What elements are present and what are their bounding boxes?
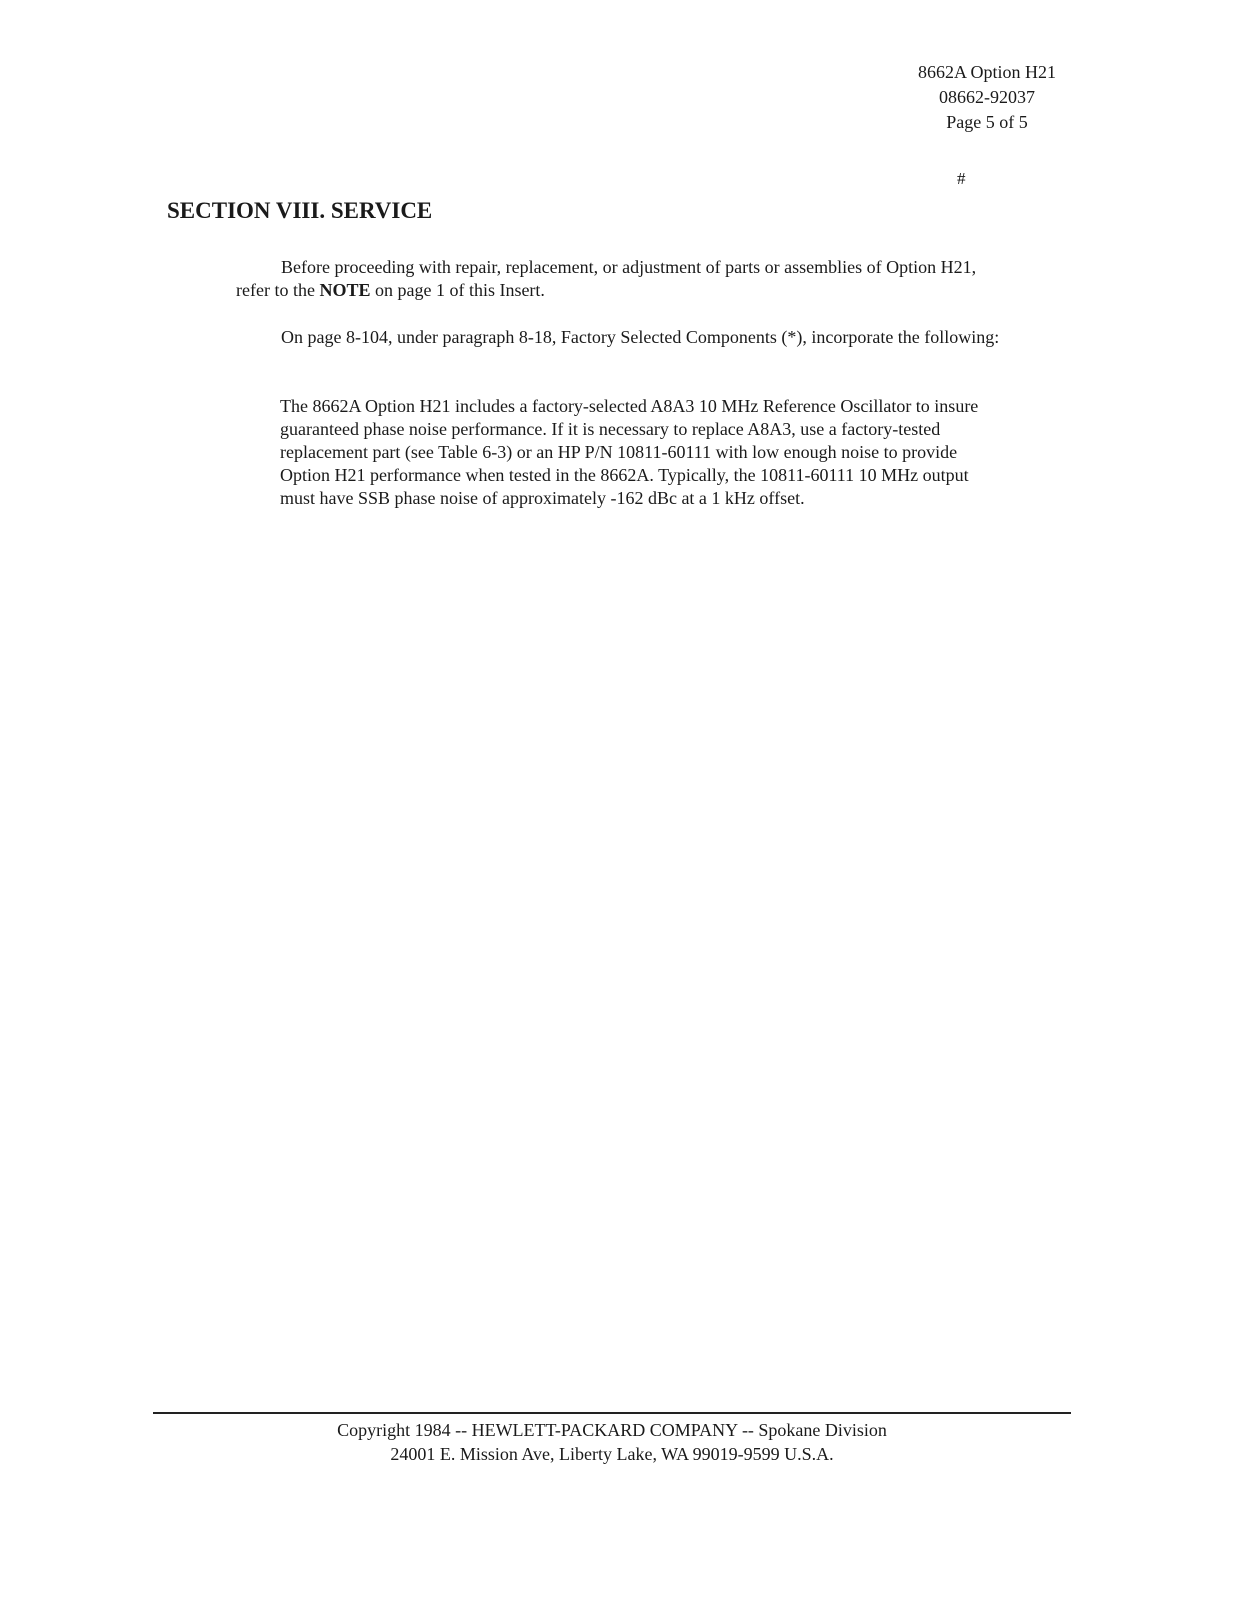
page-number: Page 5 of 5 [946,112,1028,132]
hash-mark: # [957,169,966,188]
footer-address: 24001 E. Mission Ave, Liberty Lake, WA 99019-9599 U.S.A. [390,1444,834,1464]
model-label: 8662A Option H21 [917,62,1056,82]
footer-divider [153,1412,1071,1414]
paragraph-1-text-before: Before proceeding with repair, replacement, or adjustment of parts or assemblies of Option H21, refer to the [236,257,977,300]
paragraph-oscillator-details: The 8662A Option H21 includes a factory-selected A8A3 10 MHz Reference Oscillator to insure guaranteed phase noise performance. If it is necessary to replace A8A3, use a factory-tested replacement part (see Table 6-3) or an HP P/N 10811-60111 with low enough noise to provide Option H21 performance when tested in the 8662A. Typically, the 10811-60111 10 MHz output must have SSB phase noise of approximately -162 dBc at a 1 kHz offset. [280,396,979,508]
paragraph-note-reference [236,256,1006,302]
document-header [902,60,1072,135]
footer [153,1418,1071,1466]
footer-copyright: Copyright 1984 -- HEWLETT-PACKARD COMPANY -- Spokane Division [337,1420,887,1440]
section-title: SECTION VIII. SERVICE [167,198,433,223]
part-number: 08662-92037 [939,87,1035,107]
note-emphasis: NOTE [319,280,371,300]
paragraph-page-reference: On page 8-104, under paragraph 8-18, Factory Selected Components (*), incorporate the following: [281,327,1000,347]
paragraph-1-text-after: on page 1 of this Insert. [370,280,545,300]
